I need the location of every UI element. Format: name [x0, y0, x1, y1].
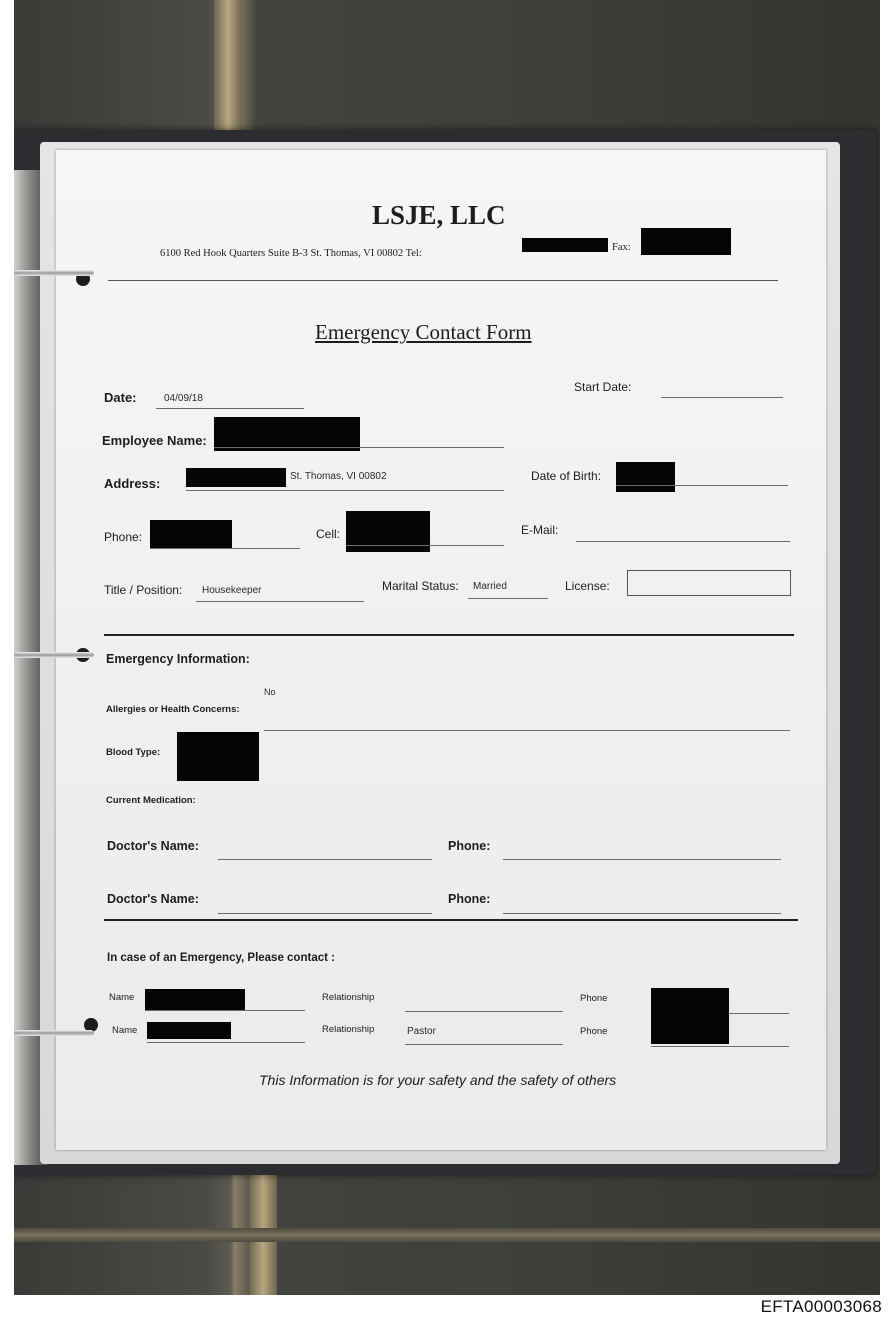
- address-line: [186, 490, 504, 491]
- medication-label: Current Medication:: [106, 795, 196, 806]
- marital-value: Married: [473, 581, 507, 592]
- floor-grout: [214, 0, 242, 150]
- redaction-box: [177, 732, 259, 781]
- contact2-relationship-line: [405, 1044, 563, 1045]
- start-date-line: [661, 397, 783, 398]
- allergies-value: No: [264, 687, 276, 697]
- document-id: EFTA00003068: [760, 1297, 882, 1316]
- license-label: License:: [565, 579, 610, 593]
- contact2-phone-line: [651, 1046, 789, 1047]
- dob-label: Date of Birth:: [531, 469, 602, 483]
- redaction-box: [214, 417, 360, 451]
- address-label: Address:: [104, 476, 161, 491]
- redaction-box: [145, 989, 245, 1010]
- marital-line: [468, 598, 548, 599]
- cell-line: [346, 545, 504, 546]
- allergies-line: [264, 730, 790, 731]
- form-title: Emergency Contact Form: [315, 320, 532, 344]
- binder-ring: [14, 1030, 94, 1036]
- contact2-relationship-label: Relationship: [322, 1024, 375, 1035]
- contact1-name-line: [145, 1010, 305, 1011]
- email-line: [576, 541, 790, 542]
- title-value: Housekeeper: [202, 585, 262, 596]
- footer-note: This Information is for your safety and the safety of others: [259, 1072, 617, 1088]
- header-rule: [108, 280, 778, 281]
- phone-line: [150, 548, 300, 549]
- contact1-relationship-line: [405, 1011, 563, 1012]
- doctor1-line: [218, 859, 432, 860]
- doctor2-label: Doctor's Name:: [107, 892, 199, 906]
- cell-label: Cell:: [316, 527, 341, 541]
- doctor2-phone-label: Phone:: [448, 892, 491, 906]
- binder-ring: [14, 270, 94, 276]
- form-page: [56, 150, 826, 1150]
- company-address: 6100 Red Hook Quarters Suite B-3 St. Thomas, VI 00802 Tel:: [160, 248, 422, 259]
- redaction-box: [641, 228, 731, 255]
- redaction-box: [147, 1022, 231, 1039]
- dob-line: [616, 485, 788, 486]
- address-value: St. Thomas, VI 00802: [290, 471, 387, 482]
- date-label: Date:: [104, 390, 137, 405]
- employee-name-label: Employee Name:: [102, 433, 207, 448]
- doctor2-phone-line: [503, 913, 781, 914]
- title-line: [196, 601, 364, 602]
- section-rule: [104, 919, 798, 921]
- redaction-box: [651, 988, 729, 1044]
- contacts-heading: In case of an Emergency, Please contact :: [107, 952, 335, 964]
- fax-label: Fax:: [612, 242, 631, 253]
- doctor2-line: [218, 913, 432, 914]
- redaction-box: [186, 468, 286, 487]
- redaction-box: [150, 520, 232, 549]
- contact2-relationship-value: Pastor: [407, 1026, 436, 1037]
- allergies-label: Allergies or Health Concerns:: [106, 704, 240, 715]
- redaction-box: [522, 238, 608, 252]
- contact2-phone-label: Phone: [580, 1026, 608, 1037]
- license-box: [627, 570, 791, 596]
- doctor1-phone-line: [503, 859, 781, 860]
- contact1-name-label: Name: [109, 992, 135, 1003]
- employee-name-line: [214, 447, 504, 448]
- emergency-heading: Emergency Information:: [106, 652, 250, 666]
- title-label: Title / Position:: [104, 583, 183, 597]
- phone-label: Phone:: [104, 530, 143, 544]
- photo-background: [14, 0, 880, 1295]
- marital-label: Marital Status:: [382, 579, 459, 593]
- doctor1-label: Doctor's Name:: [107, 839, 199, 853]
- redaction-box: [616, 462, 675, 492]
- floor-grout: [14, 1228, 880, 1242]
- contact1-relationship-label: Relationship: [322, 992, 375, 1003]
- doctor1-phone-label: Phone:: [448, 839, 491, 853]
- company-name: LSJE, LLC: [372, 200, 506, 230]
- contact1-phone-label: Phone: [580, 993, 608, 1004]
- date-value: 04/09/18: [164, 393, 203, 404]
- blood-type-label: Blood Type:: [106, 747, 161, 758]
- contact2-name-label: Name: [112, 1025, 138, 1036]
- start-date-label: Start Date:: [574, 380, 632, 394]
- email-label: E-Mail:: [521, 523, 559, 537]
- binder-ring: [14, 652, 94, 658]
- contact2-name-line: [147, 1042, 305, 1043]
- date-line: [156, 408, 304, 409]
- section-rule: [104, 634, 794, 636]
